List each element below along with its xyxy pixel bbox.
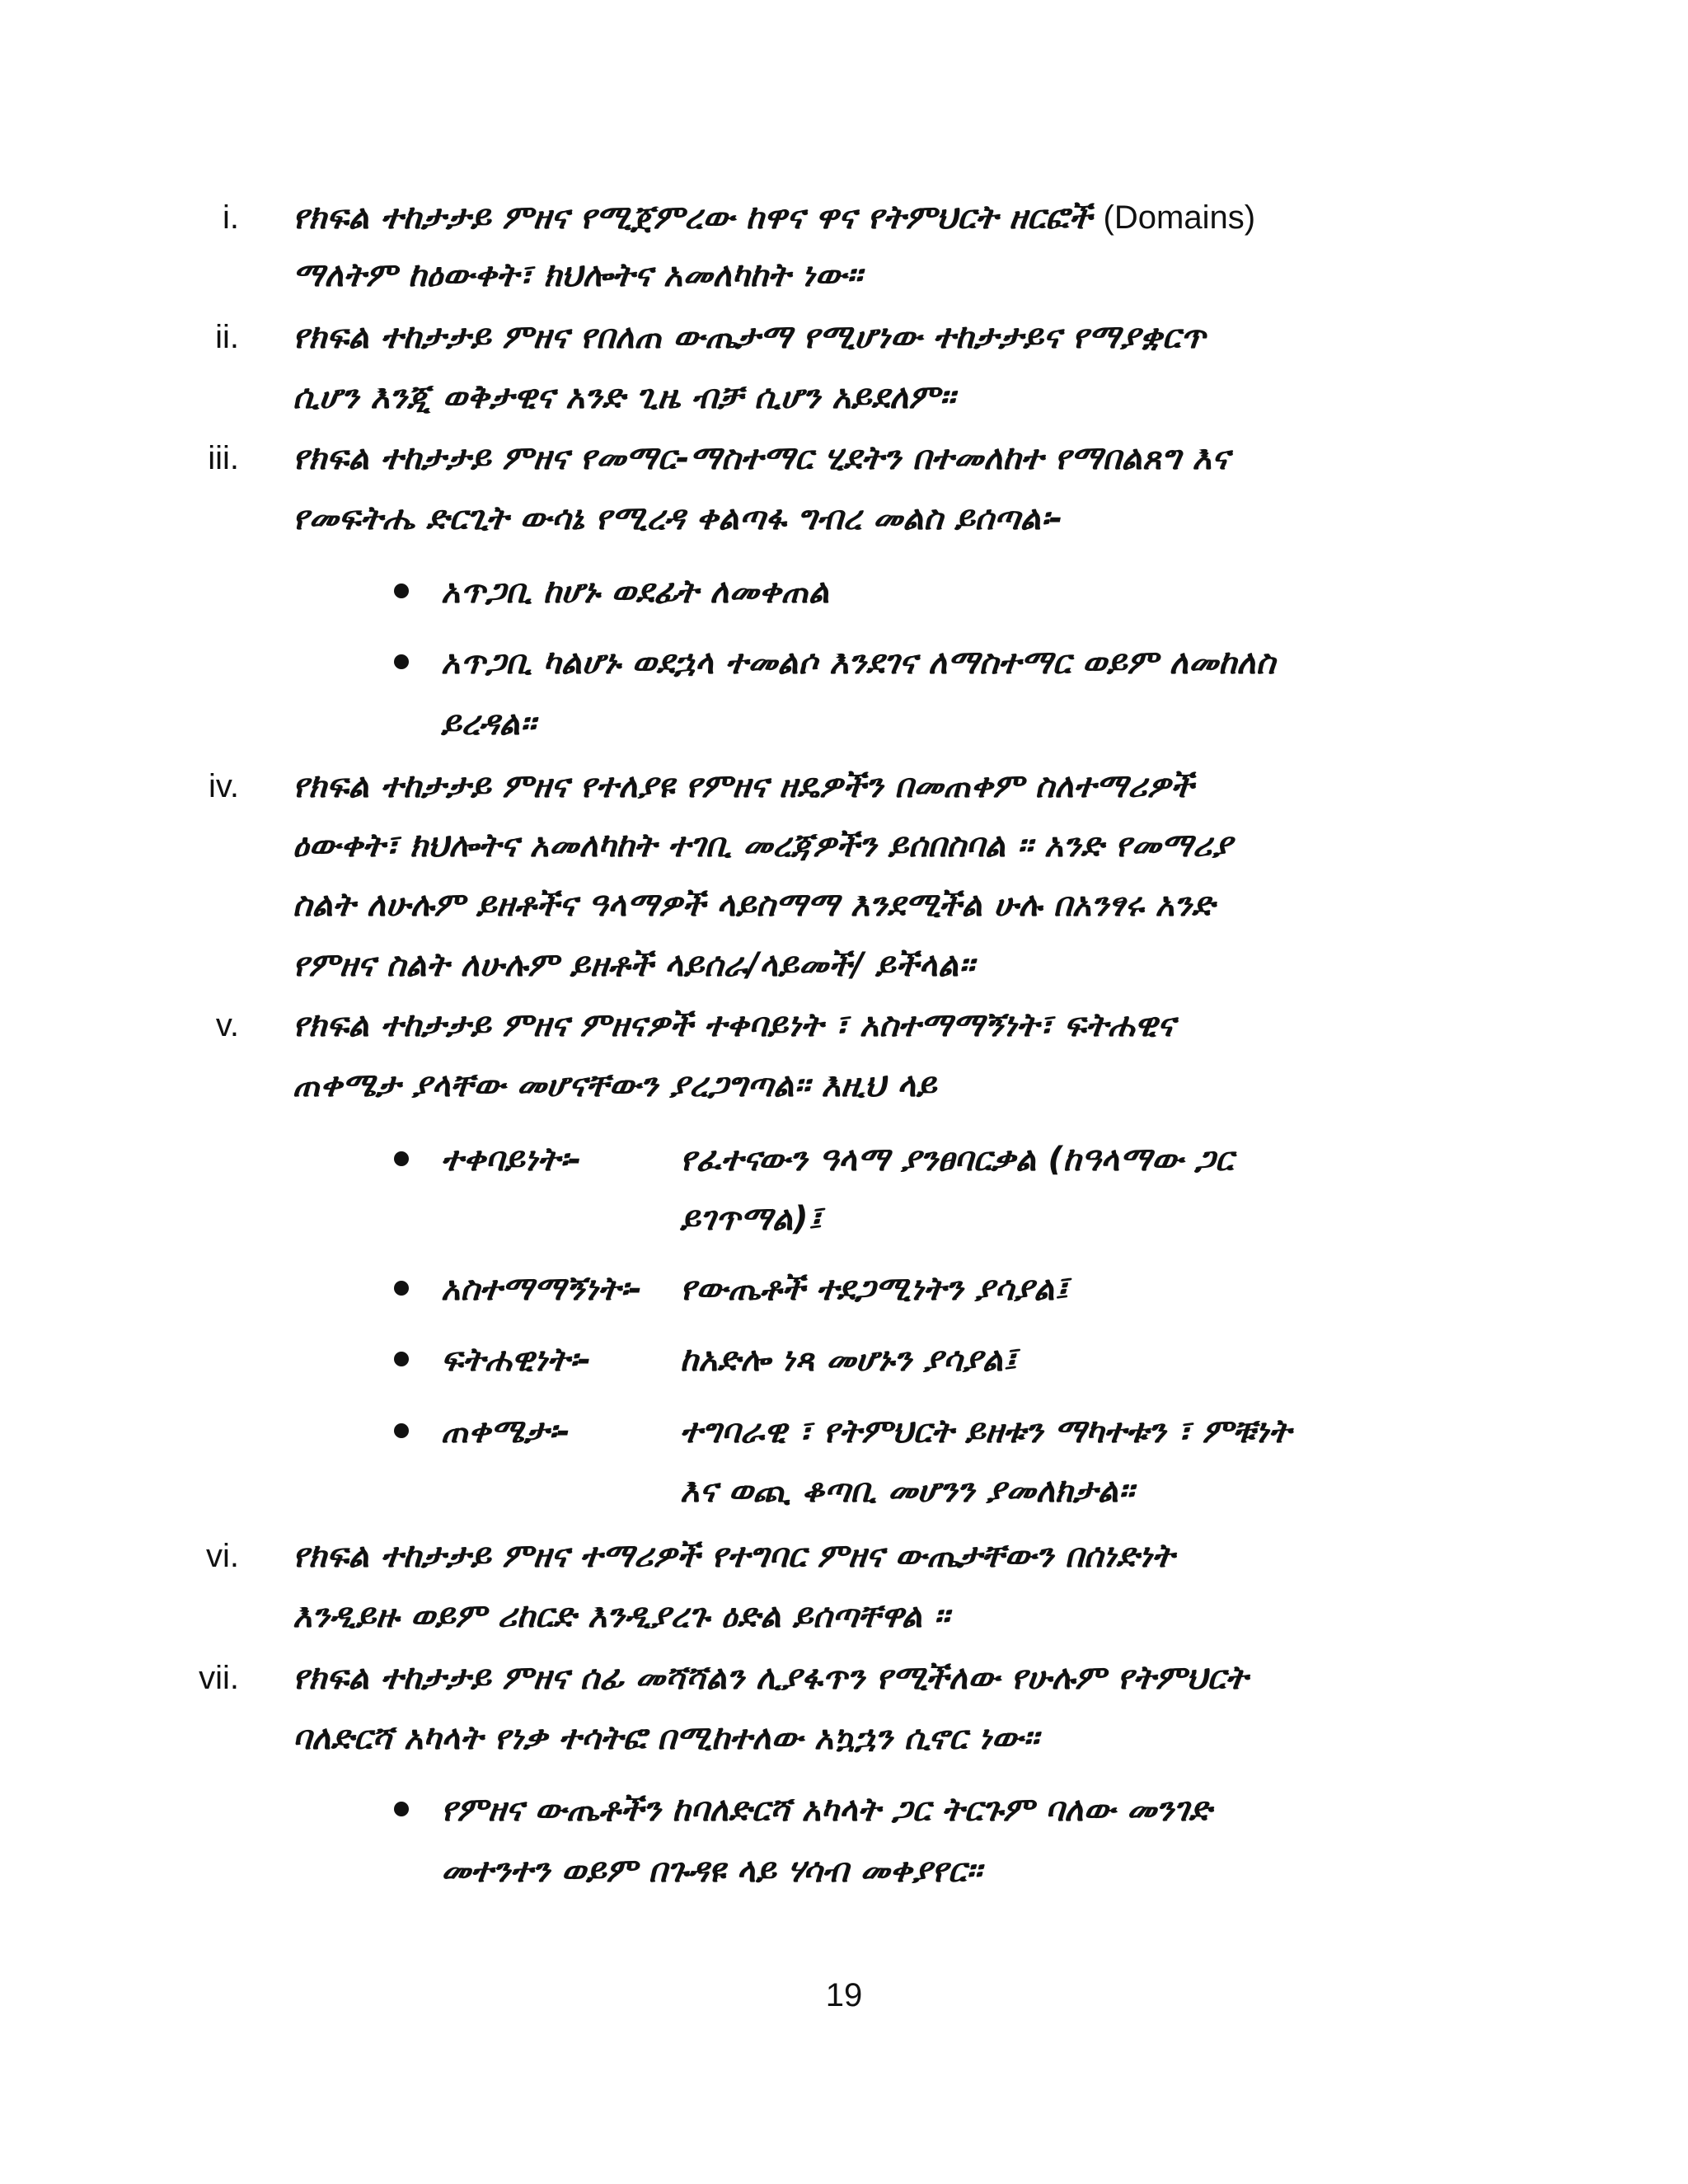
item-text-line: የክፍል ተከታታይ ምዘና የበለጠ ውጤታማ የሚሆነው ተከታታይና የማያቋርጥ: [293, 318, 1206, 356]
bullet-icon: [394, 654, 409, 669]
bullet-text: አጥጋቢ ከሆኑ ወደፊት ለመቀጠል: [441, 573, 830, 611]
item-numeral: vi.: [206, 1538, 239, 1574]
latin-term: (Domains): [1103, 199, 1256, 236]
item-text-line: ማለትም ከዕውቀት፣ ክህሎትና አመለካከት ነው፡፡: [293, 256, 862, 294]
bullet-icon: [394, 1802, 409, 1816]
item-text-line: የክፍል ተከታታይ ምዘና ሰፊ መሻሻልን ሊያፋጥን የሚችለው የሁሉም የትምህርት: [293, 1659, 1248, 1697]
item-numeral: i.: [223, 199, 239, 236]
item-text-line: እንዲይዙ ወይም ሪከርድ እንዲያረጉ ዕድል ይሰጣቸዋል ፡፡: [293, 1597, 950, 1635]
bullet-desc: ይገጥማል)፤: [680, 1200, 822, 1238]
item-text-line: ባለድርሻ አካላት የነቃ ተሳትፎ በሚከተለው አኳኋን ሲኖር ነው፡፡: [293, 1719, 1039, 1757]
bullet-term: ተቀባይነት፡-: [441, 1141, 582, 1179]
item-text-line: ዕውቀት፣ ክህሎትና አመለካከት ተገቢ መረጃዎችን ይሰበስባል ፡፡ አንድ የመማሪያ: [293, 827, 1232, 865]
bullet-desc: የፈተናውን ዓላማ ያንፀባርቃል (ከዓላማው ጋር: [680, 1141, 1234, 1179]
bullet-icon: [394, 583, 409, 598]
bullet-icon: [394, 1352, 409, 1366]
item-text-line: የክፍል ተከታታይ ምዘና የተለያዩ የምዘና ዘዴዎችን በመጠቀም ስለተማሪዎች: [293, 767, 1194, 805]
bullet-icon: [394, 1281, 409, 1296]
bullet-text: መተንተን ወይም በጉዳዩ ላይ ሃሳብ መቀያየር፡፡: [441, 1852, 982, 1890]
item-text-line: የክፍል ተከታታይ ምዘና የመማር-ማስተማር ሂደትን በተመለከተ የማበልጸግ እና: [293, 439, 1230, 477]
bullet-text: የምዘና ውጤቶችን ከባለድርሻ አካላት ጋር ትርጉም ባለው መንገድ: [441, 1791, 1212, 1829]
item-text-line: የክፍል ተከታታይ ምዘና ምዘናዎች ተቀባይነት ፣ አስተማማኝነት፣ ፍትሐዊና: [293, 1006, 1175, 1044]
bullet-term: አስተማማኝነት፡-: [441, 1270, 642, 1308]
bullet-text: አጥጋቢ ካልሆኑ ወደኋላ ተመልሶ እንደገና ለማስተማር ወይም ለመከለስ: [441, 644, 1276, 682]
bullet-desc: ተግባራዊ ፣ የትምህርት ይዘቱን ማካተቱን ፣ ምቹነት: [680, 1413, 1292, 1451]
item-text-line: ስልት ለሁሉም ይዘቶችና ዓላማዎች ላይስማማ እንደሚችል ሁሉ በአንፃሩ አንድ: [293, 886, 1215, 924]
item-text-line: ሲሆን እንጂ ወቅታዊና አንድ ጊዜ ብቻ ሲሆን አይደለም፡፡: [293, 378, 955, 416]
bullet-desc: የውጤቶች ተደጋሚነትን ያሳያል፤: [680, 1270, 1068, 1308]
bullet-term: ፍትሐዊነት፡-: [441, 1341, 592, 1379]
bullet-text: ይረዳል፡፡: [441, 705, 536, 743]
bullet-desc: እና ወጪ ቆጣቢ መሆንን ያመለክታል፡፡: [680, 1472, 1134, 1510]
item-numeral: ii.: [215, 319, 239, 355]
item-numeral: iv.: [208, 768, 239, 804]
bullet-icon: [394, 1423, 409, 1438]
bullet-term: ጠቀሜታ፡-: [441, 1413, 570, 1451]
bullet-icon: [394, 1151, 409, 1166]
bullet-desc: ከአድሎ ነጻ መሆኑን ያሳያል፤: [680, 1341, 1017, 1379]
item-text-line: ጠቀሜታ ያላቸው መሆናቸውን ያረጋግጣል፡፡ እዚህ ላይ: [293, 1066, 937, 1104]
item-numeral: v.: [215, 1007, 239, 1043]
item-text: የክፍል ተከታታይ ምዘና የሚጀምረው ከዋና ዋና የትምህርት ዘርፎች: [293, 199, 1092, 237]
item-text-line: [293, 196, 1255, 239]
page-number: 19: [825, 1977, 863, 2013]
item-text-line: የምዘና ስልት ለሁሉም ይዘቶች ላይሰራ/ላይመች/ ይችላል፡፡: [293, 946, 975, 984]
item-text-line: የክፍል ተከታታይ ምዘና ተማሪዎች የተግባር ምዘና ውጤታቸውን በሰነድነት: [293, 1537, 1175, 1575]
item-text-line: የመፍትሔ ድርጊት ውሳኔ የሚረዳ ቀልጣፋ ግብረ መልስ ይሰጣል፡-: [293, 499, 1063, 537]
item-numeral: iii.: [208, 440, 239, 476]
item-numeral: vii.: [199, 1660, 239, 1696]
